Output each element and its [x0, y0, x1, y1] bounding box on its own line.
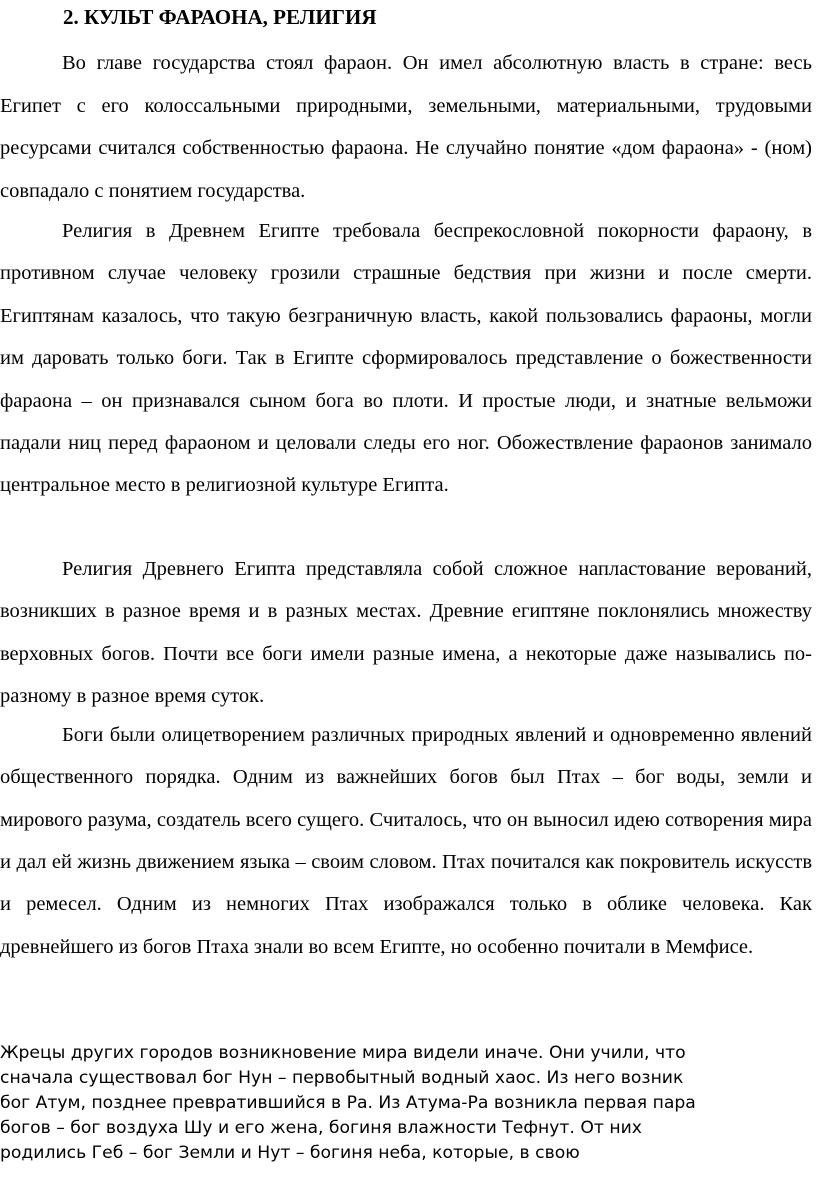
paragraph-gods-ptah: Боги были олицетворением различных природных явлений и одновременно явлений общественного порядка. Одним из важнейших богов был Птах – бог воды, земли и мирового разума, создатель всего сущего. Считалось, что он выносил идею сотворения мира и дал ей жизнь движением языка – своим словом. Птах почитался как покровитель искусств и ремесел. Одним из немногих Птах изображался только в облике человека. Как древнейшего из богов Птаха знали во всем Египте, но особенно почитали в Мемфисе. [0, 724, 812, 958]
paragraph-religion-obedience: Религия в Древнем Египте требовала беспрекословной покорности фараону, в противном случае человеку грозили страшные бедствия при жизни и после смерти. Египтянам казалось, что такую безграничную власть, какой пользовались фараоны, могли им даровать только боги. Так в Египте сформировалось представление о божественности фараона – он признавался сыном бога во плоти. И простые люди, и знатные вельможи падали ниц перед фараоном и целовали следы его ног. Обожествление фараонов занимало центральное место в религиозной культуре Египта. [0, 220, 812, 497]
text-line: богов – бог воздуха Шу и его жена, богиня влажности Тефнут. От них [0, 1118, 642, 1138]
text-line: Жрецы других городов возникновение мира видели иначе. Они учили, что [0, 1043, 686, 1063]
paragraph-religion-beliefs: Религия Древнего Египта представляла собой сложное напластование верований, возникших в разное время и в разных местах. Древние египтяне поклонялись множеству верховных богов. Почти все боги имели разные имена, а некоторые даже назывались по-разному в разное время суток. [0, 558, 812, 707]
paragraph-pharaoh-power: Во главе государства стоял фараон. Он имел абсолютную власть в стране: весь Египет с его колоссальными природными, земельными, материальными, трудовыми ресурсами считался собственностью фараона. Не случайно понятие «дом фараона» - (ном) совпадало с понятием государства. [0, 52, 812, 202]
text-line: родились Геб – бог Земли и Нут – богиня неба, которые, в свою [0, 1143, 580, 1163]
section-heading: 2. КУЛЬТ ФАРАОНА, РЕЛИГИЯ [63, 5, 377, 29]
text-line: сначала существовал бог Нун – первобытный водный хаос. Из него возник [0, 1068, 684, 1088]
paragraph-priests-creation [0, 1041, 812, 1166]
text-line: бог Атум, позднее превратившийся в Ра. Из Атума-Ра возникла первая пара [0, 1093, 696, 1113]
